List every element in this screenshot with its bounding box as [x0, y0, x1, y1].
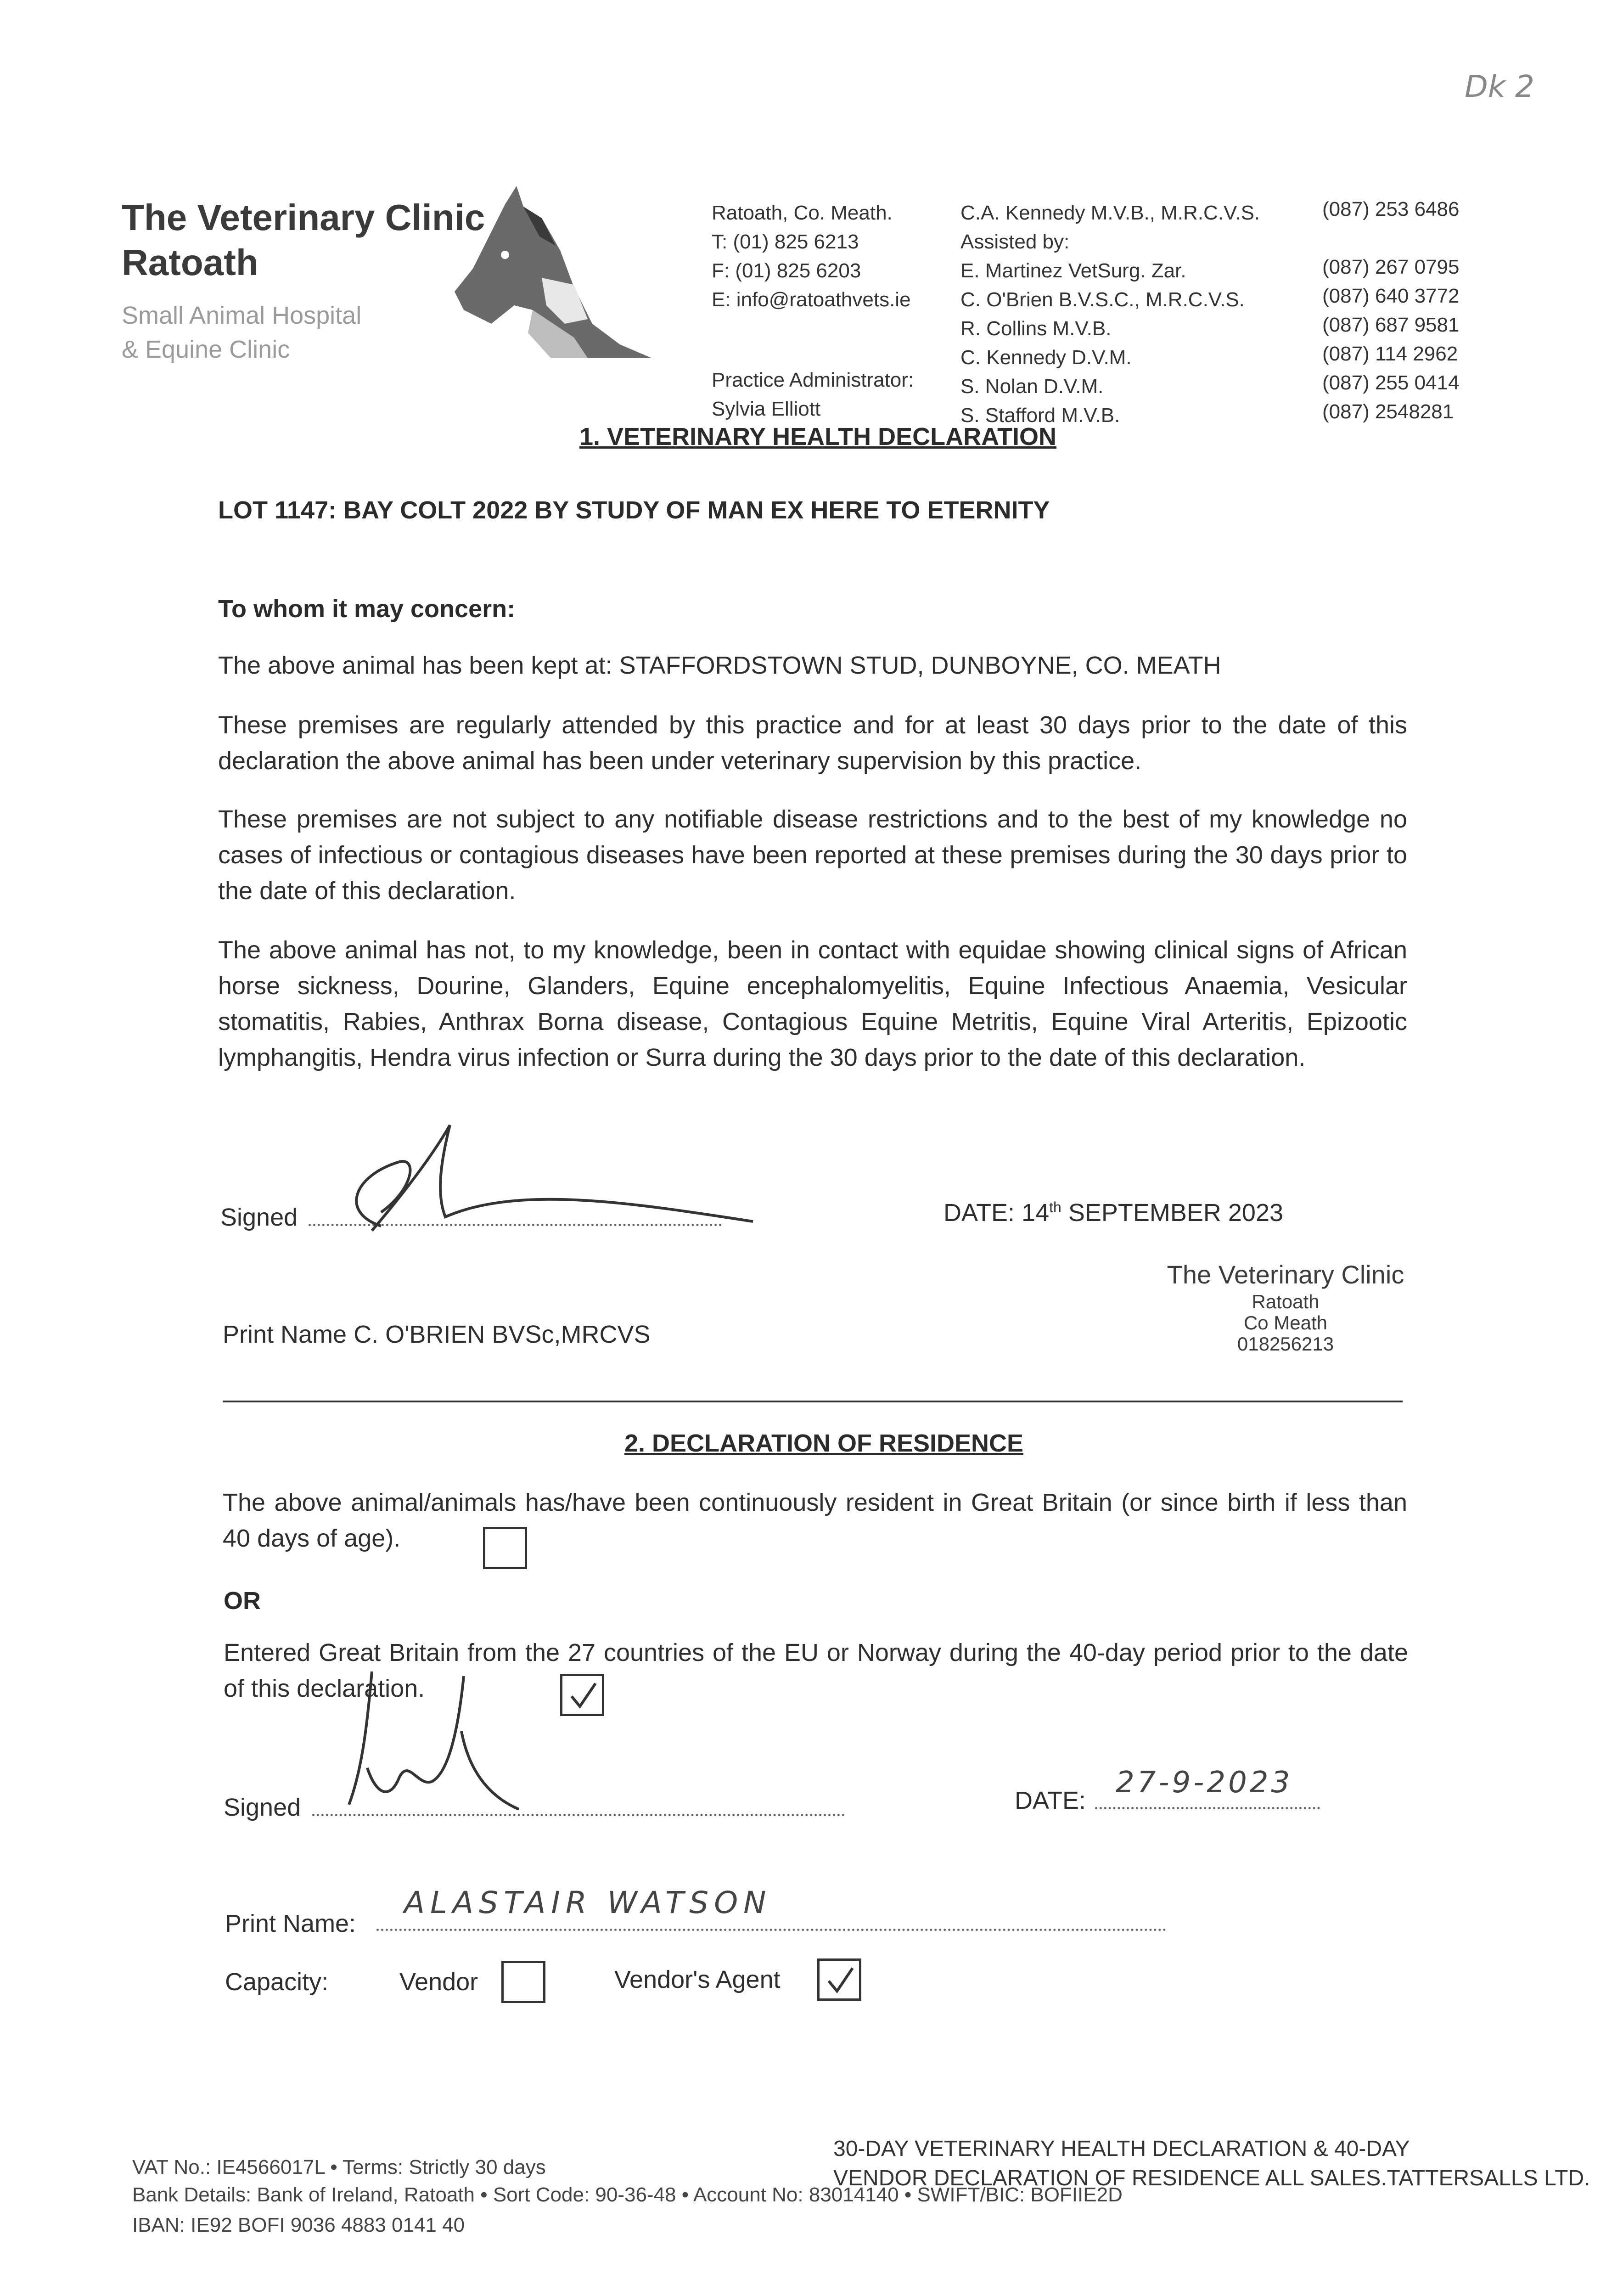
address-line: Ratoath, Co. Meath. — [712, 202, 893, 224]
vet-signature — [312, 1120, 771, 1240]
vendor-signature — [340, 1667, 551, 1818]
stamp-line: Co Meath — [1243, 1312, 1328, 1334]
vet-date-label: DATE: — [943, 1199, 1015, 1227]
section-divider — [223, 1401, 1403, 1402]
staff-item: R. Collins M.V.B. — [960, 317, 1112, 340]
lot-title: LOT 1147: BAY COLT 2022 BY STUDY OF MAN EX HERE TO ETERNITY — [218, 496, 1050, 524]
footer-bank-details: Bank Details: Bank of Ireland, Ratoath • Sort Code: 90-36-48 • Account No: 83014140 • SWIFT/BIC: BOFIIE2D — [132, 2183, 1123, 2206]
clinic-subtitle-line2: & Equine Clinic — [122, 336, 290, 363]
or-label: OR — [224, 1587, 261, 1615]
section1-heading: 1. VETERINARY HEALTH DECLARATION — [579, 423, 1057, 450]
phone-number: (087) 640 3772 — [1322, 285, 1460, 307]
vendor-agent-label: Vendor's Agent — [614, 1966, 781, 1993]
residence-option2-checkbox[interactable] — [560, 1674, 604, 1716]
phone-number — [1322, 224, 1459, 253]
vet-signed-label: Signed — [220, 1204, 298, 1231]
clinic-address — [712, 198, 911, 314]
vet-date — [943, 1199, 1283, 1227]
staff-item: Assisted by: — [960, 231, 1070, 253]
section2-heading: 2. DECLARATION OF RESIDENCE — [624, 1429, 1024, 1457]
admin-label: Practice Administrator: — [712, 369, 914, 391]
residence-option1-checkbox[interactable] — [483, 1527, 527, 1569]
capacity-label: Capacity: — [225, 1968, 329, 1996]
clinic-subtitle — [122, 298, 361, 366]
vendor-checkbox[interactable] — [501, 1961, 545, 2003]
staff-list — [960, 198, 1260, 430]
footer-title-line1: 30-DAY VETERINARY HEALTH DECLARATION & 40-DAY — [833, 2137, 1410, 2161]
vendor-agent-checkbox[interactable] — [817, 1958, 861, 2001]
kept-at-paragraph: The above animal has been kept at: STAFFORDSTOWN STUD, DUNBOYNE, CO. MEATH — [218, 652, 1221, 679]
practice-administrator — [712, 366, 914, 423]
staff-item: S. Stafford M.V.B. — [960, 404, 1120, 427]
vet-date-suffix: th — [1049, 1199, 1061, 1216]
stamp-line: 018256213 — [1237, 1333, 1334, 1355]
clinic-name-line2: Ratoath — [122, 242, 258, 283]
vet-date-day: 14 — [1022, 1199, 1050, 1227]
contact-paragraph: The above animal has not, to my knowledge, been in contact with equidae showing clinical signs of African horse sickness, Dourine, Glanders, Equine encephalomyelitis, Equine Infectious Anaemia, Vesicular stomatitis, Rabies, Anthrax Borna disease, Contagious Equine Metritis, Equine Viral Arteritis, Epizootic lymphangitis, Hendra virus infection or Surra during the 30 days prior to the date of this declaration. — [218, 936, 1407, 1071]
clinic-subtitle-line1: Small Animal Hospital — [122, 302, 362, 329]
clinic-name — [122, 195, 485, 285]
vendor-print-name-value: ALASTAIR WATSON — [404, 1885, 772, 1920]
staff-item: C. O'Brien B.V.S.C., M.R.C.V.S. — [960, 288, 1245, 311]
supervision-paragraph: These premises are regularly attended by this practice and for at least 30 days prior to the date of this declaration the above animal has been under veterinary supervision by this practice. — [218, 711, 1407, 775]
address-line: E: info@ratoathvets.ie — [712, 288, 911, 311]
address-line: T: (01) 825 6213 — [712, 231, 859, 253]
phone-number: (087) 255 0414 — [1322, 371, 1460, 394]
phone-number: (087) 267 0795 — [1322, 256, 1460, 278]
staff-item: C.A. Kennedy M.V.B., M.R.C.V.S. — [960, 202, 1260, 224]
restrictions-paragraph: These premises are not subject to any notifiable disease restrictions and to the best of my knowledge no cases of infectious or contagious diseases have been reported at these premises during the 30 days prior to the date of this declaration. — [218, 805, 1407, 905]
footer-document-title — [833, 2134, 1590, 2193]
vendor-label: Vendor — [399, 1968, 478, 1996]
checkmark-icon — [569, 1681, 598, 1711]
checkmark-icon — [826, 1965, 855, 1996]
residence-option1-text: The above animal/animals has/have been continuously resident in Great Britain (or since birth if less than 40 days of age). — [223, 1489, 1407, 1552]
vendor-date-label: DATE: — [1015, 1787, 1086, 1814]
vendor-signed-label: Signed — [224, 1794, 301, 1821]
clinic-stamp — [1129, 1258, 1442, 1355]
phone-number: (087) 2548281 — [1322, 400, 1454, 423]
stamp-name: The Veterinary Clinic — [1167, 1260, 1404, 1289]
staff-item: S. Nolan D.V.M. — [960, 375, 1104, 398]
vendor-print-name-label: Print Name: — [225, 1910, 356, 1937]
vet-date-rest: SEPTEMBER 2023 — [1068, 1199, 1284, 1227]
admin-name: Sylvia Elliott — [712, 398, 821, 420]
vendor-print-name-line — [376, 1929, 1166, 1931]
corner-annotation: Dk 2 — [1465, 69, 1535, 104]
staff-item: E. Martinez VetSurg. Zar. — [960, 259, 1186, 282]
staff-phones — [1322, 195, 1459, 426]
horse-head-logo — [436, 186, 675, 360]
phone-number: (087) 687 9581 — [1322, 314, 1460, 336]
address-line: F: (01) 825 6203 — [712, 259, 861, 282]
phone-number: (087) 253 6486 — [1322, 198, 1460, 220]
vet-print-name: Print Name C. O'BRIEN BVSc,MRCVS — [223, 1321, 651, 1348]
residence-option2-text: Entered Great Britain from the 27 countries of the EU or Norway during the 40-day period prior to the date of this declaration. — [224, 1639, 1408, 1702]
vendor-date-line — [1095, 1807, 1320, 1809]
footer-vat: VAT No.: IE4566017L • Terms: Strictly 30 days — [132, 2156, 546, 2178]
staff-item: C. Kennedy D.V.M. — [960, 346, 1132, 369]
footer-title-line2: VENDOR DECLARATION OF RESIDENCE ALL SALES.TATTERSALLS LTD. — [833, 2166, 1590, 2190]
vendor-date-value: 27-9-2023 — [1116, 1766, 1293, 1800]
footer-iban: IBAN: IE92 BOFI 9036 4883 0141 40 — [132, 2214, 465, 2236]
stamp-line: Ratoath — [1252, 1291, 1320, 1312]
clinic-name-line1: The Veterinary Clinic — [122, 197, 485, 238]
phone-number: (087) 114 2962 — [1322, 343, 1458, 365]
greeting: To whom it may concern: — [218, 595, 516, 623]
